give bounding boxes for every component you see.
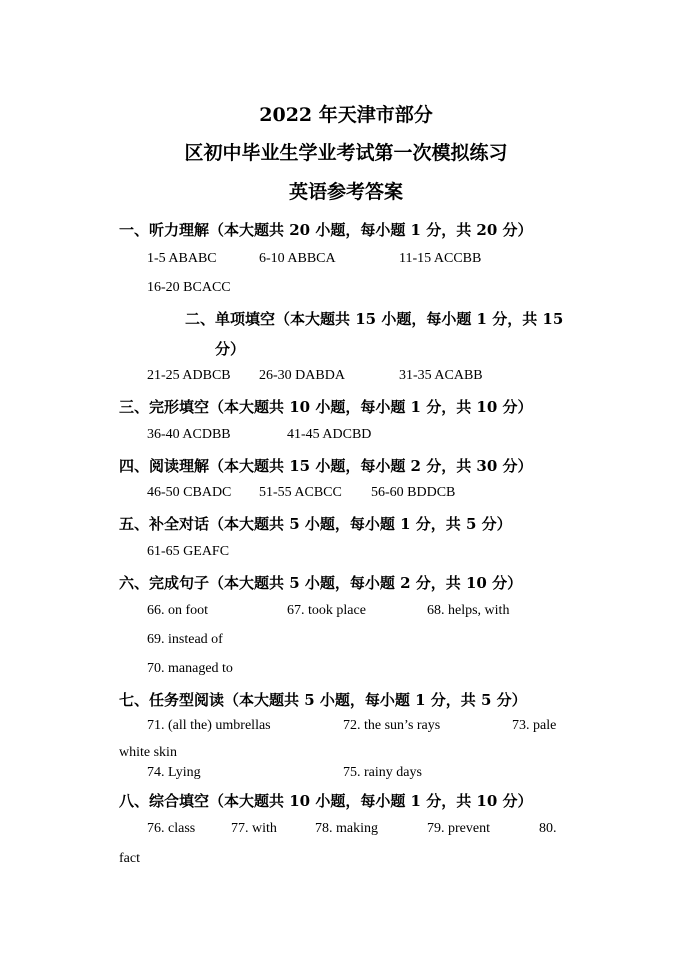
answer-1-5: 1-5 ABABC: [147, 251, 217, 266]
answer-80-cont: fact: [119, 851, 140, 866]
section-2-heading: 二、单项填空（本大题共 15 小题，每小题 1 分，共 15: [185, 310, 564, 328]
answer-16-20: 16-20 BCACC: [147, 280, 231, 295]
answer-41-45: 41-45 ADCBD: [287, 427, 372, 442]
answer-11-15: 11-15 ACCBB: [399, 251, 482, 266]
answer-73-cont: white skin: [119, 745, 177, 760]
section-3-heading: 三、完形填空（本大题共 10 小题，每小题 1 分，共 10 分）: [119, 398, 533, 416]
answer-69: 69. instead of: [147, 632, 223, 647]
answer-79: 79. prevent: [427, 821, 490, 836]
answer-46-50: 46-50 CBADC: [147, 485, 232, 500]
answer-26-30: 26-30 DABDA: [259, 368, 345, 383]
title-line-2: 区初中毕业生学业考试第一次模拟练习: [184, 142, 508, 164]
section-5-heading: 五、补全对话（本大题共 5 小题，每小题 1 分，共 5 分）: [119, 515, 512, 533]
answer-74: 74. Lying: [147, 765, 201, 780]
answer-67: 67. took place: [287, 603, 366, 618]
answer-31-35: 31-35 ACABB: [399, 368, 483, 383]
answer-68: 68. helps, with: [427, 603, 510, 618]
answer-72: 72. the sun’s rays: [343, 718, 441, 733]
answer-71: 71. (all the) umbrellas: [147, 718, 271, 733]
answer-56-60: 56-60 BDDCB: [371, 485, 456, 500]
answer-61-65: 61-65 GEAFC: [147, 544, 230, 559]
title-line-1: 2022 年天津市部分: [259, 104, 433, 126]
answer-75: 75. rainy days: [343, 765, 422, 780]
section-2-heading-cont: 分）: [215, 340, 246, 358]
answer-80: 80.: [539, 821, 557, 836]
answer-36-40: 36-40 ACDBB: [147, 427, 231, 442]
section-6-heading: 六、完成句子（本大题共 5 小题，每小题 2 分，共 10 分）: [119, 574, 523, 592]
answer-51-55: 51-55 ACBCC: [259, 485, 342, 500]
answer-70: 70. managed to: [147, 661, 233, 676]
section-1-heading: 一、听力理解（本大题共 20 小题，每小题 1 分，共 20 分）: [119, 221, 533, 239]
answer-78: 78. making: [315, 821, 378, 836]
answer-66: 66. on foot: [147, 603, 209, 618]
title-line-3: 英语参考答案: [288, 181, 403, 203]
section-8-heading: 八、综合填空（本大题共 10 小题，每小题 1 分，共 10 分）: [119, 792, 533, 810]
answer-6-10: 6-10 ABBCA: [259, 251, 336, 266]
answer-77: 77. with: [231, 821, 277, 836]
answer-73: 73. pale: [512, 718, 557, 733]
answer-21-25: 21-25 ADBCB: [147, 368, 231, 383]
section-4-heading: 四、阅读理解（本大题共 15 小题，每小题 2 分，共 30 分）: [119, 457, 533, 475]
section-7-heading: 七、任务型阅读（本大题共 5 小题，每小题 1 分，共 5 分）: [119, 691, 527, 709]
answer-76: 76. class: [147, 821, 196, 836]
